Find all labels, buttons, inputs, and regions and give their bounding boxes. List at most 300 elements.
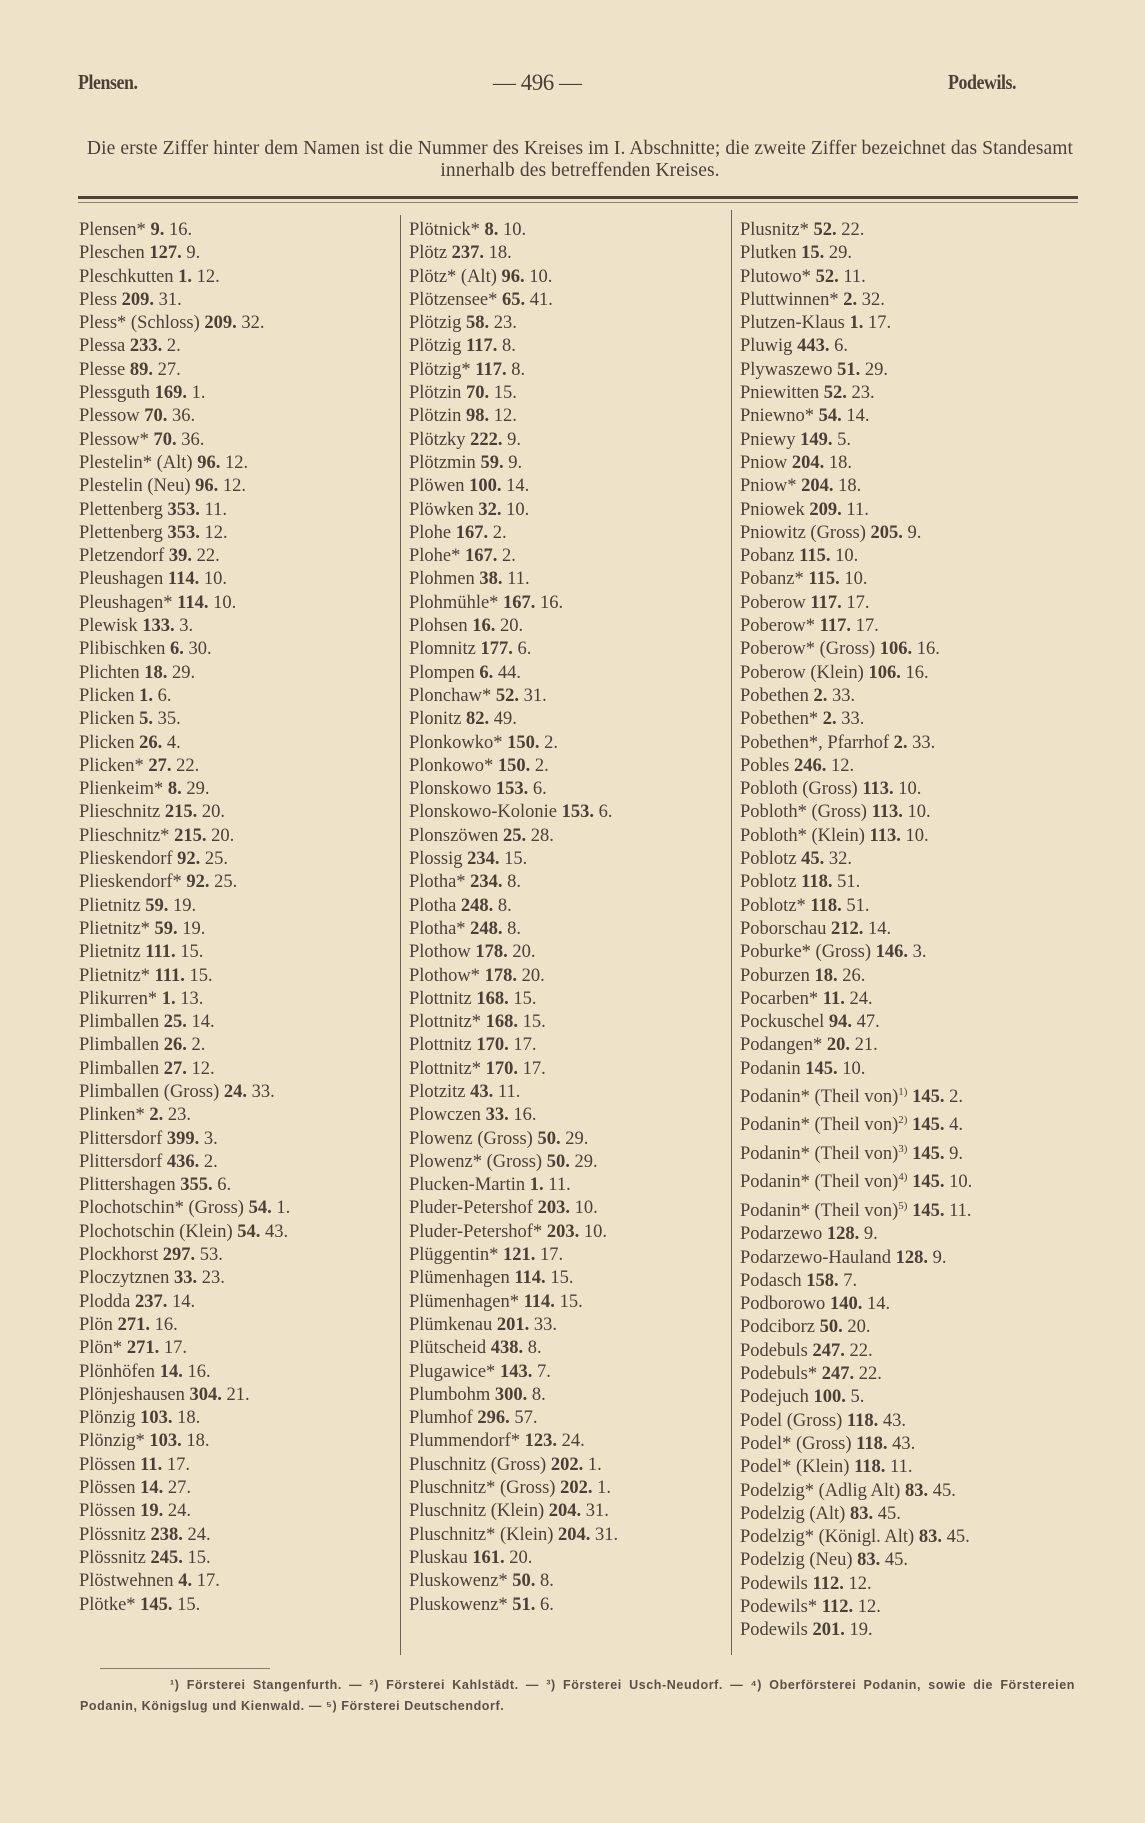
- index-entry: [79, 1221, 290, 1244]
- standesamt-number: 21.: [854, 1035, 878, 1056]
- index-entry: [740, 242, 972, 265]
- standesamt-number: 45.: [932, 1480, 956, 1501]
- kreis-number: 114.: [523, 1291, 555, 1312]
- standesamt-number: 8.: [531, 1384, 546, 1405]
- place-name: Plumhof: [409, 1408, 473, 1429]
- index-entry: [409, 405, 618, 428]
- index-entry: [409, 1454, 618, 1477]
- index-entry: [79, 685, 290, 708]
- kreis-number: 202.: [560, 1478, 593, 1499]
- standesamt-number: 11.: [949, 1200, 972, 1221]
- kreis-number: 83.: [918, 1527, 942, 1548]
- kreis-number: 16.: [472, 616, 496, 637]
- standesamt-number: 18.: [838, 476, 862, 497]
- kreis-number: 202.: [550, 1454, 584, 1475]
- standesamt-number: 8.: [507, 872, 522, 893]
- kreis-number: 153.: [561, 802, 594, 823]
- standesamt-number: 24.: [187, 1524, 211, 1545]
- index-entry: [79, 335, 290, 358]
- kreis-number: 145.: [912, 1115, 945, 1136]
- index-entry: [409, 1291, 618, 1314]
- place-name: Plossig: [409, 849, 463, 870]
- index-entry: [79, 662, 290, 685]
- kreis-number: 204.: [801, 476, 834, 497]
- kreis-number: 140.: [829, 1294, 863, 1315]
- place-name: Pobloth (Gross): [740, 779, 858, 800]
- index-entry: [79, 965, 290, 988]
- place-name: Plessow*: [79, 429, 149, 450]
- kreis-number: 50.: [819, 1317, 843, 1338]
- place-name: Plienkeim*: [79, 779, 164, 800]
- standesamt-number: 7.: [536, 1361, 551, 1382]
- index-entry: [409, 662, 618, 685]
- place-name: Pluskowenz*: [409, 1594, 508, 1615]
- index-entry: [740, 1596, 972, 1619]
- standesamt-number: 1.: [597, 1478, 611, 1499]
- kreis-number: 133.: [142, 616, 175, 637]
- place-name: Plottnitz*: [409, 1012, 481, 1033]
- index-entry: [79, 1151, 290, 1174]
- standesamt-number: 6.: [532, 779, 547, 800]
- standesamt-number: 53.: [199, 1245, 223, 1266]
- index-entry: [740, 708, 972, 731]
- place-name: Podarzewo: [740, 1224, 823, 1245]
- kreis-number: 11.: [822, 988, 845, 1009]
- kreis-number: 117.: [466, 336, 498, 357]
- index-entry: [79, 988, 290, 1011]
- standesamt-number: 20.: [521, 965, 545, 986]
- place-name: Plockhorst: [79, 1245, 159, 1266]
- index-entry: [740, 359, 972, 382]
- kreis-number: 106.: [879, 639, 913, 660]
- place-name: Plohsen: [409, 616, 468, 637]
- kreis-number: 201.: [812, 1620, 845, 1641]
- standesamt-number: 19.: [182, 918, 206, 939]
- place-name: Plothow*: [409, 965, 480, 986]
- kreis-number: 233.: [129, 336, 163, 357]
- place-name: Plewisk: [79, 616, 138, 637]
- place-name: Pluschnitz (Gross): [409, 1454, 547, 1475]
- index-entry: [409, 871, 618, 894]
- standesamt-number: 20.: [512, 942, 536, 963]
- kreis-number: 19.: [140, 1501, 164, 1522]
- kreis-number: 45.: [801, 849, 825, 870]
- index-entry: [79, 1500, 290, 1523]
- standesamt-number: 57.: [514, 1408, 538, 1429]
- standesamt-number: 15.: [187, 1547, 211, 1568]
- index-entry: [79, 1197, 290, 1220]
- index-entry: [79, 1477, 290, 1500]
- standesamt-number: 33.: [251, 1081, 275, 1102]
- kreis-number: 353.: [167, 522, 200, 543]
- index-entry: [409, 1477, 618, 1500]
- place-name: Plötzig: [409, 313, 462, 334]
- index-entry: [79, 382, 290, 405]
- place-name: Plesse: [79, 359, 126, 380]
- index-entry: [79, 1058, 290, 1081]
- kreis-number: 161.: [472, 1547, 505, 1568]
- standesamt-number: 16.: [154, 1314, 178, 1335]
- place-name: Plomnitz: [409, 639, 476, 660]
- footnote-ref: 1): [898, 1085, 908, 1098]
- kreis-number: 114.: [167, 569, 200, 590]
- standesamt-number: 12.: [222, 476, 246, 497]
- place-name: Podanin* (Theil von): [740, 1115, 899, 1136]
- standesamt-number: 17.: [846, 592, 870, 613]
- kreis-number: 271.: [117, 1314, 150, 1335]
- place-name: Plonitz: [409, 709, 462, 730]
- place-name: Plietnitz: [79, 895, 141, 916]
- kreis-number: 92.: [186, 872, 210, 893]
- standesamt-number: 16.: [905, 662, 929, 683]
- place-name: Plimballen (Gross): [79, 1081, 220, 1102]
- index-entry: [79, 266, 290, 289]
- place-name: Plinken*: [79, 1105, 145, 1126]
- place-name: Plönzig*: [79, 1431, 145, 1452]
- kreis-number: 2.: [893, 732, 908, 753]
- place-name: Plottnitz: [409, 1035, 472, 1056]
- kreis-number: 145.: [140, 1594, 173, 1615]
- index-entry: [79, 405, 290, 428]
- index-entry: [740, 1109, 972, 1137]
- place-name: Plowenz (Gross): [409, 1128, 533, 1149]
- kreis-number: 113.: [862, 779, 894, 800]
- standesamt-number: 14.: [846, 406, 870, 427]
- place-name: Pluschnitz (Klein): [409, 1501, 545, 1522]
- index-entry: [79, 1034, 290, 1057]
- standesamt-number: 4.: [166, 732, 181, 753]
- index-entry: [740, 1386, 972, 1409]
- kreis-number: 1.: [849, 313, 864, 334]
- standesamt-number: 28.: [530, 825, 554, 846]
- standesamt-number: 11.: [548, 1175, 571, 1196]
- place-name: Podanin: [740, 1058, 801, 1079]
- kreis-number: 2.: [843, 289, 858, 310]
- kreis-number: 167.: [455, 522, 489, 543]
- standesamt-number: 27.: [167, 1478, 192, 1499]
- standesamt-number: 19.: [849, 1620, 873, 1641]
- standesamt-number: 45.: [884, 1550, 909, 1571]
- index-entry: [409, 1011, 618, 1034]
- index-entry: [79, 429, 290, 452]
- place-name: Plössnitz: [79, 1524, 146, 1545]
- place-name: Pless* (Schloss): [79, 313, 200, 334]
- place-name: Pniow: [740, 452, 788, 473]
- index-entry: [409, 1104, 618, 1127]
- index-entry: [409, 778, 618, 801]
- column-divider: [400, 215, 401, 1655]
- place-name: Plimballen: [79, 1058, 160, 1079]
- place-name: Plieskendorf: [79, 849, 173, 870]
- standesamt-number: 13.: [180, 988, 204, 1009]
- place-name: Plompen: [409, 662, 475, 683]
- standesamt-number: 9.: [863, 1224, 878, 1245]
- index-entry: [409, 1197, 618, 1220]
- kreis-number: 237.: [451, 243, 485, 264]
- place-name: Pluskowenz*: [409, 1571, 508, 1592]
- kreis-number: 167.: [465, 546, 498, 567]
- index-entry: [740, 801, 972, 824]
- index-entry: [79, 1081, 290, 1104]
- standesamt-number: 17.: [522, 1058, 546, 1079]
- footnote-ref: 5): [898, 1199, 908, 1212]
- kreis-number: 103.: [149, 1431, 182, 1452]
- kreis-number: 117.: [475, 359, 507, 380]
- index-entry: [409, 1337, 618, 1360]
- kreis-number: 296.: [477, 1408, 510, 1429]
- standesamt-number: 25.: [214, 872, 238, 893]
- standesamt-number: 1.: [587, 1454, 602, 1475]
- index-entry: [409, 429, 618, 452]
- kreis-number: 27.: [163, 1058, 187, 1079]
- index-entry: [740, 615, 972, 638]
- place-name: Plugawice*: [409, 1361, 496, 1382]
- place-name: Plietnitz*: [79, 918, 150, 939]
- index-entry: [740, 1058, 972, 1081]
- place-name: Plössen: [79, 1501, 136, 1522]
- index-entry: [409, 382, 618, 405]
- kreis-number: 178.: [475, 942, 508, 963]
- place-name: Podel* (Gross): [740, 1433, 852, 1454]
- kreis-number: 355.: [180, 1175, 213, 1196]
- standesamt-number: 17.: [867, 313, 892, 334]
- index-entry: [409, 965, 618, 988]
- place-name: Plietnitz*: [79, 965, 150, 986]
- index-entry: [79, 475, 290, 498]
- place-name: Pluschnitz* (Klein): [409, 1524, 554, 1545]
- standesamt-number: 6.: [598, 802, 613, 823]
- kreis-number: 83.: [849, 1503, 874, 1524]
- index-entry: [409, 568, 618, 591]
- index-entry: [409, 1128, 618, 1151]
- place-name: Podanin* (Theil von): [740, 1172, 899, 1193]
- standesamt-number: 29.: [574, 1151, 598, 1172]
- index-entry: [740, 1293, 972, 1316]
- kreis-number: 245.: [150, 1547, 183, 1568]
- kreis-number: 70.: [153, 429, 177, 450]
- kreis-number: 118.: [846, 1410, 879, 1431]
- index-entry: [740, 848, 972, 871]
- standesamt-number: 17.: [855, 616, 879, 637]
- standesamt-number: 2.: [544, 732, 559, 753]
- standesamt-number: 33.: [841, 709, 865, 730]
- kreis-number: 209.: [121, 289, 155, 310]
- kreis-number: 83.: [857, 1550, 881, 1571]
- kreis-number: 248.: [470, 918, 503, 939]
- standesamt-number: 15.: [493, 383, 517, 404]
- kreis-number: 111.: [154, 965, 185, 986]
- standesamt-number: 3.: [203, 1128, 218, 1149]
- footnote-ref: 2): [898, 1114, 908, 1127]
- place-name: Podciborz: [740, 1317, 816, 1338]
- header-rule-thin: [78, 202, 1078, 203]
- standesamt-number: 30.: [188, 639, 212, 660]
- standesamt-number: 29.: [565, 1128, 589, 1149]
- standesamt-number: 23.: [851, 383, 875, 404]
- standesamt-number: 12.: [857, 1597, 881, 1617]
- place-name: Pluschnitz* (Gross): [409, 1478, 556, 1499]
- kreis-number: 234.: [470, 872, 503, 893]
- index-entry: [740, 1503, 972, 1526]
- standesamt-number: 10.: [203, 569, 227, 590]
- standesamt-number: 14.: [867, 918, 892, 939]
- place-name: Plonchaw*: [409, 685, 492, 706]
- standesamt-number: 10.: [213, 592, 237, 613]
- standesamt-number: 11.: [507, 569, 530, 590]
- standesamt-number: 1.: [276, 1198, 291, 1219]
- place-name: Plümenhagen*: [409, 1291, 519, 1312]
- kreis-number: 111.: [145, 942, 176, 963]
- index-entry: [740, 1081, 972, 1109]
- standesamt-number: 14.: [191, 1012, 215, 1033]
- index-entry: [740, 1410, 972, 1433]
- standesamt-number: 8.: [502, 336, 516, 357]
- place-name: Ploczytznen: [79, 1268, 170, 1289]
- kreis-number: 203.: [546, 1221, 580, 1242]
- standesamt-number: 15.: [550, 1268, 574, 1289]
- place-name: Pobanz*: [740, 569, 804, 590]
- standesamt-number: 6.: [157, 685, 172, 706]
- index-entry: [79, 1314, 290, 1337]
- index-entry: [79, 941, 290, 964]
- place-name: Poberow (Klein): [740, 662, 864, 683]
- kreis-number: 59.: [480, 452, 504, 473]
- kreis-number: 149.: [800, 429, 833, 450]
- kreis-number: 96.: [501, 266, 525, 287]
- kreis-number: 248.: [460, 895, 494, 916]
- index-entry: [409, 988, 618, 1011]
- kreis-number: 234.: [467, 849, 500, 870]
- standesamt-number: 24.: [561, 1431, 585, 1452]
- standesamt-number: 10.: [842, 1058, 866, 1079]
- standesamt-number: 10.: [529, 266, 553, 287]
- standesamt-number: 17.: [163, 1338, 187, 1359]
- kreis-number: 59.: [154, 918, 178, 939]
- standesamt-number: 33.: [912, 732, 936, 753]
- standesamt-number: 6.: [517, 639, 532, 660]
- index-entry: [740, 1223, 972, 1246]
- kreis-number: 209.: [204, 313, 237, 334]
- place-name: Podewils: [740, 1573, 808, 1594]
- standesamt-number: 6.: [540, 1594, 554, 1615]
- index-entry: [740, 965, 972, 988]
- index-entry: [79, 895, 290, 918]
- index-entry: [740, 266, 972, 289]
- kreis-number: 24.: [223, 1081, 248, 1102]
- standesamt-number: 9.: [932, 1247, 947, 1268]
- standesamt-number: 11.: [497, 1081, 521, 1102]
- place-name: Plötzensee*: [409, 289, 498, 310]
- index-entry: [409, 1081, 618, 1104]
- index-entry: [79, 778, 290, 801]
- standesamt-number: 2.: [949, 1087, 963, 1108]
- kreis-number: 26.: [163, 1035, 187, 1056]
- standesamt-number: 23.: [167, 1105, 192, 1126]
- kreis-number: 145.: [912, 1200, 945, 1221]
- standesamt-number: 5.: [850, 1387, 865, 1408]
- standesamt-number: 45.: [877, 1503, 901, 1524]
- kreis-number: 70.: [144, 406, 168, 427]
- place-name: Poborschau: [740, 918, 827, 939]
- standesamt-number: 43.: [892, 1433, 916, 1454]
- kreis-number: 106.: [868, 662, 901, 683]
- index-entry: [409, 848, 618, 871]
- standesamt-number: 29.: [864, 359, 888, 380]
- index-entry: [79, 592, 290, 615]
- place-name: Pluwig: [740, 336, 793, 357]
- place-name: Plusnitz*: [740, 220, 809, 240]
- kreis-number: 100.: [469, 476, 502, 497]
- kreis-number: 50.: [537, 1128, 561, 1149]
- index-entry: [740, 1363, 972, 1386]
- place-name: Podewils*: [740, 1597, 818, 1617]
- kreis-number: 209.: [809, 499, 842, 520]
- kreis-number: 271.: [126, 1338, 160, 1359]
- kreis-number: 50.: [512, 1571, 536, 1592]
- place-name: Pobethen: [740, 685, 809, 706]
- kreis-number: 1.: [178, 266, 193, 287]
- index-entry: [409, 1384, 618, 1407]
- kreis-number: 145.: [912, 1144, 945, 1165]
- kreis-number: 115.: [799, 546, 831, 567]
- place-name: Plötz: [409, 243, 448, 264]
- index-entry: [79, 1594, 290, 1617]
- page-number: — 496 —: [493, 70, 582, 95]
- place-name: Plötke*: [79, 1594, 136, 1615]
- index-entry: [409, 1151, 618, 1174]
- kreis-number: 143.: [499, 1361, 533, 1382]
- kreis-number: 158.: [806, 1270, 839, 1291]
- place-name: Plohe: [409, 522, 452, 543]
- place-name: Podanin* (Theil von): [740, 1087, 899, 1108]
- index-entry: [740, 568, 972, 591]
- place-name: Pniowek: [740, 499, 805, 520]
- standesamt-number: 12.: [224, 452, 249, 473]
- place-name: Pleushagen*: [79, 592, 173, 613]
- place-name: Podebuls: [740, 1340, 808, 1361]
- place-name: Plütscheid: [409, 1338, 487, 1359]
- kreis-number: 128.: [895, 1247, 929, 1268]
- index-entry: [409, 1500, 618, 1523]
- place-name: Podborowo: [740, 1294, 826, 1315]
- place-name: Plüggentin*: [409, 1245, 499, 1266]
- standesamt-number: 44.: [497, 662, 522, 683]
- standesamt-number: 41.: [529, 289, 553, 310]
- place-name: Poburke* (Gross): [740, 942, 872, 963]
- footnote-ref: 4): [898, 1171, 908, 1184]
- standesamt-number: 45.: [946, 1527, 970, 1548]
- kreis-number: 204.: [791, 452, 825, 473]
- place-name: Plestelin* (Alt): [79, 452, 193, 473]
- kreis-number: 8.: [484, 220, 499, 240]
- index-column-3: [740, 219, 972, 1643]
- place-name: Pobloth* (Gross): [740, 802, 867, 823]
- kreis-number: 115.: [808, 569, 840, 590]
- standesamt-number: 15.: [504, 849, 528, 870]
- place-name: Plowczen: [409, 1105, 481, 1126]
- header-rule: [78, 196, 1078, 199]
- place-name: Pobethen*: [740, 709, 819, 730]
- standesamt-number: 12.: [204, 522, 228, 543]
- standesamt-number: 43.: [265, 1221, 289, 1242]
- place-name: Plicken: [79, 709, 135, 730]
- index-entry: [79, 1174, 290, 1197]
- index-entry: [79, 359, 290, 382]
- index-entry: [79, 871, 290, 894]
- kreis-number: 123.: [524, 1431, 557, 1452]
- place-name: Plötnick*: [409, 220, 480, 240]
- column-divider: [731, 210, 732, 1655]
